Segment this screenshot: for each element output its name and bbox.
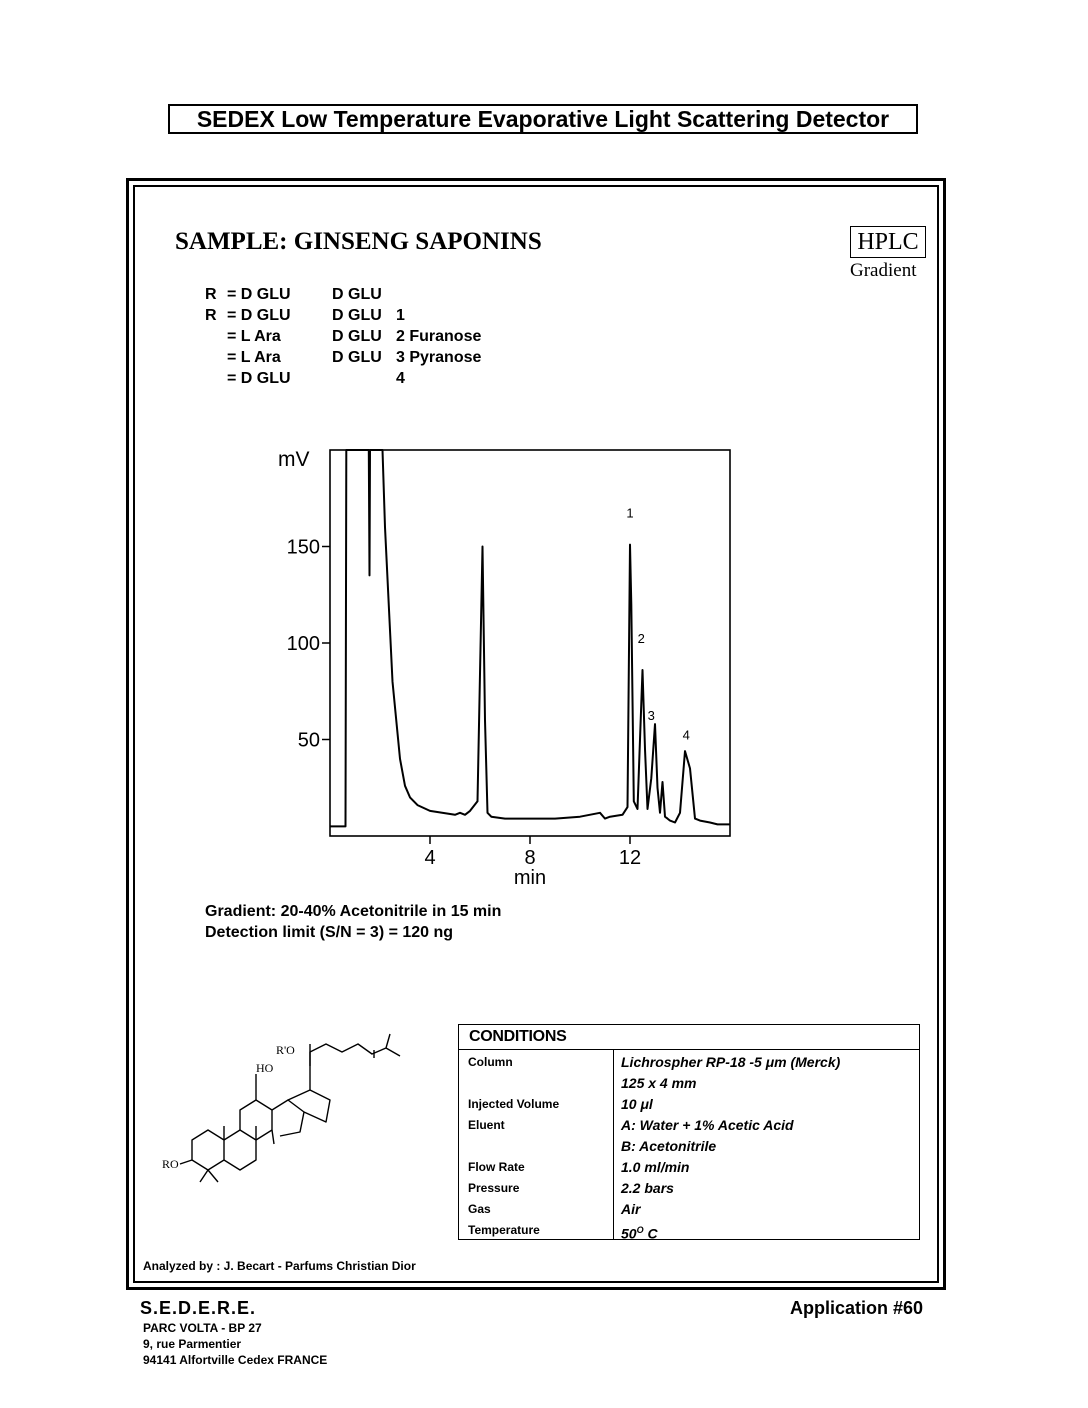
ro-bond <box>180 1160 192 1164</box>
conditions-table <box>458 1024 920 1240</box>
saponin-structure-diagram <box>160 1030 440 1200</box>
gradient-note: Gradient: 20-40% Acetonitrile in 15 min <box>205 903 502 920</box>
peak-label: 1 <box>626 505 634 521</box>
condition-label: Temperature <box>468 1223 540 1237</box>
substituent-sugar2: D GLU <box>332 349 382 366</box>
detection-note: Detection limit (S/N = 3) = 120 ng <box>205 924 454 941</box>
side-chain <box>310 1034 400 1090</box>
x-tick-label: 8 <box>524 847 536 869</box>
chromatogram-chart <box>270 430 750 890</box>
y-tick-label: 100 <box>286 633 320 655</box>
method-subtitle: Gradient <box>850 260 917 281</box>
conditions-row <box>459 1074 919 1095</box>
x-axis-label: min <box>513 867 547 889</box>
substituent-r: R <box>205 286 217 303</box>
substituent-r: R <box>205 307 217 324</box>
substituent-sugar: = D GLU <box>227 307 291 324</box>
r-prime-o-label: R'O <box>276 1043 295 1057</box>
y-tick-label: 150 <box>286 536 320 559</box>
conditions-row <box>459 1137 919 1158</box>
conditions-body <box>459 1050 919 1240</box>
ring-e <box>288 1090 330 1122</box>
condition-label: Gas <box>468 1202 491 1216</box>
analyzed-by: Analyzed by : J. Becart - Parfums Christian Dior <box>143 1259 416 1273</box>
company-address <box>143 1320 327 1368</box>
condition-value: 125 x 4 mm <box>621 1075 697 1091</box>
substituent-sugar: = L Ara <box>227 328 281 345</box>
chromatogram-trace <box>330 450 730 826</box>
condition-value: 2.2 bars <box>621 1180 674 1196</box>
condition-value: Lichrospher RP-18 -5 μm (Merck) <box>621 1054 841 1070</box>
ring-d <box>272 1100 304 1136</box>
condition-label: Eluent <box>468 1118 505 1132</box>
conditions-row <box>459 1158 919 1179</box>
document-title: SEDEX Low Temperature Evaporative Light Scattering Detector <box>168 104 918 134</box>
substituent-sugar: = L Ara <box>227 349 281 366</box>
ho-label: HO <box>256 1061 274 1075</box>
company-name: S.E.D.E.R.E. <box>140 1298 257 1318</box>
conditions-row <box>459 1179 919 1200</box>
x-tick-label: 12 <box>618 847 642 869</box>
ring-b <box>224 1130 256 1170</box>
substituent-id: 2 Furanose <box>396 328 482 345</box>
condition-value: Air <box>621 1201 641 1217</box>
gem-dimethyl <box>200 1170 218 1182</box>
ring-a <box>192 1130 224 1170</box>
address-line: 9, rue Parmentier <box>143 1337 242 1351</box>
temperature-value: 50 <box>621 1225 637 1242</box>
conditions-row <box>459 1053 919 1074</box>
condition-label: Column <box>468 1055 513 1069</box>
y-axis <box>287 537 330 752</box>
condition-value: 1.0 ml/min <box>621 1159 690 1175</box>
conditions-row <box>459 1116 919 1137</box>
conditions-row <box>459 1200 919 1221</box>
method-badge: HPLC <box>850 226 926 258</box>
substituent-sugar2: D GLU <box>332 328 382 345</box>
y-axis-label: mV <box>278 448 310 471</box>
method-notes <box>205 901 501 943</box>
address-line: PARC VOLTA - BP 27 <box>143 1321 262 1335</box>
address-line: 94141 Alfortville Cedex FRANCE <box>143 1353 328 1367</box>
substituent-id: 1 <box>396 307 405 324</box>
condition-value <box>621 1221 658 1244</box>
condition-label: Flow Rate <box>468 1160 525 1174</box>
conditions-row <box>459 1221 919 1242</box>
ro-label: RO <box>162 1157 179 1171</box>
peak-label: 4 <box>682 727 690 743</box>
sample-title: SAMPLE: GINSENG SAPONINS <box>175 228 542 255</box>
application-number: Application #60 <box>790 1298 924 1318</box>
substituent-sugar2: D GLU <box>332 307 382 324</box>
temperature-unit: C <box>647 1225 658 1242</box>
condition-label: Injected Volume <box>468 1097 560 1111</box>
degree-superscript: O <box>636 1225 644 1235</box>
conditions-row <box>459 1095 919 1116</box>
substituent-sugar2: D GLU <box>332 286 382 303</box>
condition-value: B: Acetonitrile <box>621 1138 717 1154</box>
substituent-sugar: = D GLU <box>227 286 291 303</box>
condition-label: Pressure <box>468 1181 520 1195</box>
peak-labels <box>626 506 689 743</box>
condition-value: 10 μl <box>621 1096 653 1112</box>
peak-label: 3 <box>647 708 655 724</box>
substituent-id: 3 Pyranose <box>396 349 482 366</box>
substituent-id: 4 <box>396 370 405 387</box>
peak-label: 2 <box>637 631 645 646</box>
conditions-heading: CONDITIONS <box>459 1025 919 1050</box>
x-axis <box>424 836 641 869</box>
x-tick-label: 4 <box>424 847 436 869</box>
condition-value: A: Water + 1% Acetic Acid <box>621 1117 794 1133</box>
substituent-sugar: = D GLU <box>227 370 291 387</box>
y-tick-label: 50 <box>297 729 320 752</box>
